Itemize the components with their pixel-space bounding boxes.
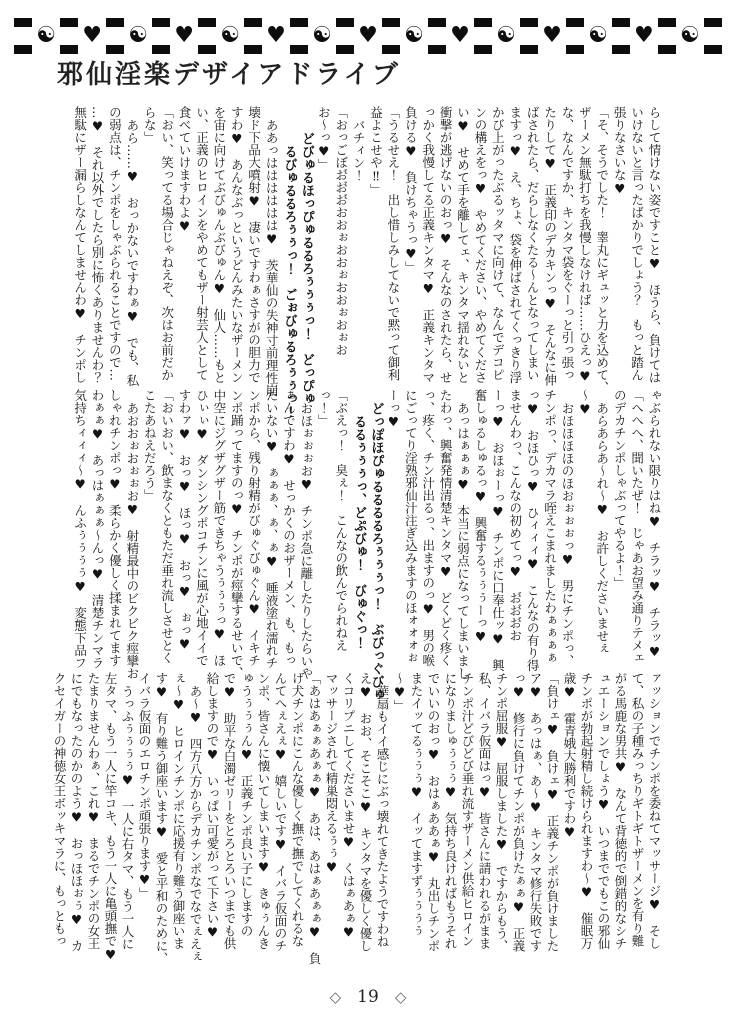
text-column: すわァ♥ おっ♥ ほっ♥ おっ♥ ぉっ♥ (177, 389, 193, 652)
text-column: バチィン！ (351, 118, 367, 181)
text-column: ませんわっ、こんなの初めてっ♥ お゙お゙お゙お (507, 389, 523, 642)
diamond-icon: ◇ (329, 988, 342, 1006)
text-column: 衝撃が逃げないのおっ♥ そんなのされたら、せ (438, 106, 454, 384)
text-column: 負ける♥ 負けちゃうっ♥」 (403, 106, 419, 274)
heart-icon: ♥ (634, 23, 654, 48)
text-column: るるぅぅぅっ、どぷびゅ！ びゅぐっ！ (351, 415, 367, 649)
text-column: たいない♥ ぁぁぁ、ぁ、ぁ♥ 唾液塗れ濡れチ (264, 389, 280, 669)
text-column: っ♥ 修行に負けてチンポが負けたぁぁ♥ 正義 (511, 672, 526, 952)
text-column: い♥ せめて手を離してェ、キンタマ揺れないと (455, 106, 471, 384)
text-column: でいいのおっ♥ おはぁああぁ♥ 丸出しチンポ (426, 672, 441, 952)
diamond-icon: ◇ (394, 988, 407, 1006)
text-column: 壊ド下品大噴射♥ 凄いですわぁさすがの胆力で (246, 106, 262, 384)
text-column: どびゅるほっぴゅるるろぅぅぅっ！ どっぴゅ (298, 132, 314, 405)
border-dash (14, 18, 32, 54)
text-column: …♥ それ以外でしたら別に怖くありませんわ？ (90, 106, 105, 384)
text-column: らして情けない姿ですこと♥ ほうら、負けては (647, 106, 662, 384)
text-column: ンポ、皆さんに懐いてしまいます♥ きゅぅんき (256, 672, 271, 950)
text-column: ばされたら、だらしなくたる〜んとなってしまい (525, 106, 541, 381)
text-column: るびゅるるろぅぅっ！ ごぉびゅるろぅぅっ！ (281, 145, 297, 418)
heart-icon: ♥ (174, 23, 194, 48)
text-column: しゃれチンポっ♥ 柔らかく優しく揉まれてます (107, 389, 123, 667)
text-column: い、正義のヒロインをやめてもザー射芸人として (194, 106, 210, 381)
border-dash (152, 18, 170, 54)
text-column: 中空にジグザグザー筋できちゃうぅぅぅっ♥ ほ (211, 389, 227, 667)
yin-yang-icon: ☯ (128, 23, 148, 48)
text-column: がる馬鹿な男共♥ なんて背徳的で倒錯的なシチ (613, 672, 628, 950)
text-column: ゅうぅぅぅん♥ 正義チンポ良い子にしますの (239, 672, 254, 937)
text-column: くコリプニしてくださいませ♥ くはぁあぁ♥ (341, 672, 356, 940)
text-column: ザーメン無駄打ちを我慢しなければ……ひえっ♥ (577, 106, 593, 384)
heart-icon: ♥ (358, 23, 378, 48)
text-column: ぇ〜♥ ヒロインチンポに応援有り難う御座いま (171, 672, 186, 950)
text-column: ゃぶられない限りはね♥ チラッ♥ チラッ♥ (647, 389, 662, 659)
border-dash (290, 18, 308, 54)
text-column: 〜♥ (577, 389, 593, 417)
text-column: て、私の子種みっちりギトギトザーメンを有り難 (630, 672, 645, 947)
header-border (10, 17, 726, 55)
border-dash (428, 18, 446, 54)
border-dash (566, 18, 584, 54)
text-column: ますっ♥ え、ちょ、袋を伸ばされてくっきり浮 (507, 106, 523, 384)
text-column: 食べていけますわよ♥ (177, 106, 193, 234)
text-column: うっふぅぅぅぅ♥ 一人に右タマ、もう一人に (120, 684, 135, 950)
text-column: っ、疼く、チン汁出るっ、出ますのっ♥ 男の喉 (420, 389, 436, 667)
text-column: 「ぶえっ！ 臭ぇ！ こんなの飲んでられねえ (333, 389, 349, 652)
text-column: たりして♥ 正義印のデカキンっ♥ そんなに伸 (542, 106, 558, 386)
border-dash (612, 18, 630, 54)
text-column: ア♥ あっはぁ、あ〜♥ キンタマ修行失敗です (528, 672, 543, 952)
text-column: あっはぁぁぁ♥ 本当に弱点になってしまいまし (455, 401, 471, 679)
text-column: あ〜♥ 四方八方からデカチンポなでなでぇえぇ (188, 684, 203, 962)
text-column: こたあねえだろう」 (142, 389, 158, 502)
text-column: で♥ 助平な白濁ゼリーをとろとろいつまでも供 (222, 672, 237, 950)
text-column: になりましゅぅぅぅ♥ 気持ち良ければもうそれ (443, 672, 458, 950)
page-number: 19 (357, 987, 379, 1007)
heart-icon: ♥ (82, 23, 102, 48)
text-column: 歳♥ 霍青娥大勝利ですわ♥ (562, 672, 577, 840)
text-column: 「そ、そうでした！ 睾丸にギュッと力を込めて、 (594, 106, 610, 394)
border-dash (658, 18, 676, 54)
heart-icon: ♥ (542, 23, 562, 48)
text-column: にごってり淫熟邪仙汁注ぎ込みますのほォォォぉ (403, 389, 419, 664)
text-column: ァッションでチンポを委ねてマッサージ♥ そし (647, 672, 662, 950)
text-column: 「おっごぼお゙お゙お゙おおぉおおぉおおぉおぉお (333, 106, 349, 356)
heart-icon: ♥ (450, 23, 470, 48)
text-column: 「おい、笑ってる場合じゃねえぞ、次はお前だか (159, 106, 175, 381)
text-column: 「うるせえ！ 出し惜しみしてないで黙って御利 (385, 106, 401, 381)
text-column: え♥ おお、そこそこ♥ キンタマを優しく優し (358, 672, 373, 952)
text-column: っかく我慢してる正義キンタマ♥ 正義キンタマ (420, 106, 436, 384)
page-title: 邪仙淫楽デザイアドライブ (57, 60, 401, 90)
yin-yang-icon: ☯ (404, 23, 424, 48)
heart-icon: ♥ (266, 23, 286, 48)
text-column: け犬チンポにこんな優しく撫で撫でしてくれるな (290, 672, 305, 947)
text-column: ーっ♥ (385, 389, 401, 429)
yin-yang-icon: ☯ (680, 23, 700, 48)
text-column: 〜♥」 (392, 672, 407, 712)
text-column: お〜っ♥」 (316, 106, 332, 171)
text-column: ンポ踊ってますのっ♥ チンポが痙攣するせいで、 (229, 389, 245, 679)
text-column: ああっはははははは♥ 茨華仙の失神寸前理性崩 (264, 118, 280, 396)
text-band-1 (71, 106, 663, 418)
text-column: 私、イバラ仮面はっ♥ 皆さんに請われるがまま (477, 672, 492, 950)
text-column: チンポっ、デカマラ咥えこまれましたわぁぁぁぁ (542, 389, 558, 664)
text-column: 「負けェ♥ 負けェ♥ 正義チンポが負けました (545, 672, 560, 952)
text-column: どっぽほぴゅるるるるろぅぅぅっ！ ぶびっぐびゅ (368, 402, 384, 701)
text-column: チンポ屈服♥ 屈服しました♥ ですからもう、 (494, 672, 509, 952)
text-column: 華扇もイイ感じにぶっ壊れてきたようですわね (375, 684, 390, 947)
text-column: イバラ仮面のエロチンポ頑張ります♥」 (137, 672, 152, 900)
yin-yang-icon: ☯ (312, 23, 332, 48)
text-column: ンの構えをっ♥ やめてください、やめてくださ (472, 106, 488, 384)
text-column: ュエーションでしょう♥ いつまででもこの邪仙 (596, 672, 611, 950)
border-dash (106, 18, 124, 54)
text-column: あらあらあ〜れ〜♥ お許しくださいませぇ (594, 401, 610, 654)
text-column: 左タマ、もう一人に竿コキ、もう一人に亀頭撫で♥ (103, 672, 118, 962)
text-column: な、なんですか、キンタマ袋をぐーっと引っ張っ (559, 106, 575, 381)
text-column: 給しますので♥ いっぱい可愛がって下さい♥ (205, 672, 220, 940)
text-column: っ♥ おほひっ♥ ひィィィ♥ こんなの有り得 (525, 389, 541, 672)
border-dash (198, 18, 216, 54)
text-column: あおおぉおぉぉお♥ 射精最中のビクビク痙攣お (124, 401, 140, 679)
border-dash (336, 18, 354, 54)
text-column: にでもなったのかのよう♥ おっほほぉぅ♥ カ (69, 672, 84, 952)
page-footer (0, 987, 736, 1007)
text-column: おほぉぉぉお♥ チンポ急に離したりしたらいや (298, 401, 314, 679)
text-column: チンポが勃起射精し続けられますわ〜♥ 催眠万 (579, 672, 594, 950)
text-column: らな」 (142, 106, 158, 144)
text-column: 益よこせや‼」 (368, 106, 384, 196)
text-column: 「へへへ、聞いたぜ！ じゃあお望み通りテメェ (629, 389, 645, 664)
text-band-2 (71, 389, 663, 701)
yin-yang-icon: ☯ (588, 23, 608, 48)
text-column: 無駄にザー漏らしなんてしませんわ♥ チンポし (72, 106, 88, 384)
text-column: あら……♥ おっかないですわぁ♥ でも、私 (124, 118, 140, 386)
yin-yang-icon: ☯ (36, 23, 56, 48)
text-column: 「あはあぁぁあぁぁ♥ あは、あはぁあぁぁ♥ 負 (307, 672, 322, 965)
border-dash (474, 18, 492, 54)
text-column: のデカチンポしゃぶってやるよ！」 (612, 389, 628, 589)
text-column: かび上がったぶるッタマに向けて、なんでデコピ (490, 106, 506, 381)
text-column: す♥ 有り難う御座います♥ 愛と平和のために、 (154, 672, 169, 965)
text-column: たわっ、興奮発情清楚キンタマ♥ どくどく疼く (438, 389, 454, 667)
yin-yang-icon: ☯ (220, 23, 240, 48)
text-column: の弱点は、チンポをしゃぶられることですので… (107, 106, 123, 381)
border-dash (244, 18, 262, 54)
text-column: ーっ♥ おほぉーっ♥ チンポに口奉仕ッ♥ 興 (490, 389, 506, 672)
text-column: っ！」 (316, 389, 332, 427)
text-column: またイッてるぅぅぅ♥ イッてますずぅぅぅぅ (409, 672, 424, 937)
text-column: 張りなさいな♥ (612, 106, 628, 196)
yin-yang-icon: ☯ (496, 23, 516, 48)
text-column: を宙に向けてぶびゅんぶびゅん♥ 仙人……もと (211, 106, 227, 384)
text-column: チンポ汁どびどび垂れ流すザーメン供給ヒロイン (460, 672, 475, 947)
text-column: マッサージされて精巣悶えるぅぅ♥ (324, 672, 339, 875)
text-column: 気持ちィィィ〜♥ んふぅぅぅぅ♥ 変態下品フ (72, 389, 88, 669)
text-column: ひぃぃ♥ ダンシングポコチンに風が心地イイで (194, 389, 210, 667)
border-dash (382, 18, 400, 54)
text-column: ンポから、残り射精がびゅぐびゅぐん♥ イキチ (246, 389, 262, 667)
border-dash (704, 18, 722, 54)
border-dash (520, 18, 538, 54)
text-band-3 (51, 672, 663, 965)
text-column: 奮しゅるしゅるっ♥ 興奮するぅぅぅーっ♥ (472, 389, 488, 644)
text-column: 「おいおい、飲まなくともただ垂れ流しさせとく (159, 389, 175, 664)
text-column: いけないと言ったばかりでしょう？ もっと踏ん (629, 106, 645, 381)
text-column: わぁぁ♥ あっはぁぁぁ〜んっ♥ 清楚チンマラ (90, 389, 105, 669)
text-column: おほほほほのほおぉぉぉっ♥ 男にチンポっ、 (559, 401, 575, 667)
text-column: クセイガーの神徳女王ボッキマラに、もっともっ (52, 672, 67, 947)
border-dash (60, 18, 78, 54)
text-column: すわ♥ あんなぶっというどんみたいなザーメン (229, 106, 245, 384)
text-column: ぁんですわ♥ せっかくのおザーメン、も、もっ (281, 389, 297, 667)
text-column: んてへぇえぇ♥ 嬉しいです♥ イバラ仮面のチ (273, 672, 288, 952)
text-column: たまりませんわぁ、これ♥ まるでチンポの女王 (86, 672, 101, 950)
